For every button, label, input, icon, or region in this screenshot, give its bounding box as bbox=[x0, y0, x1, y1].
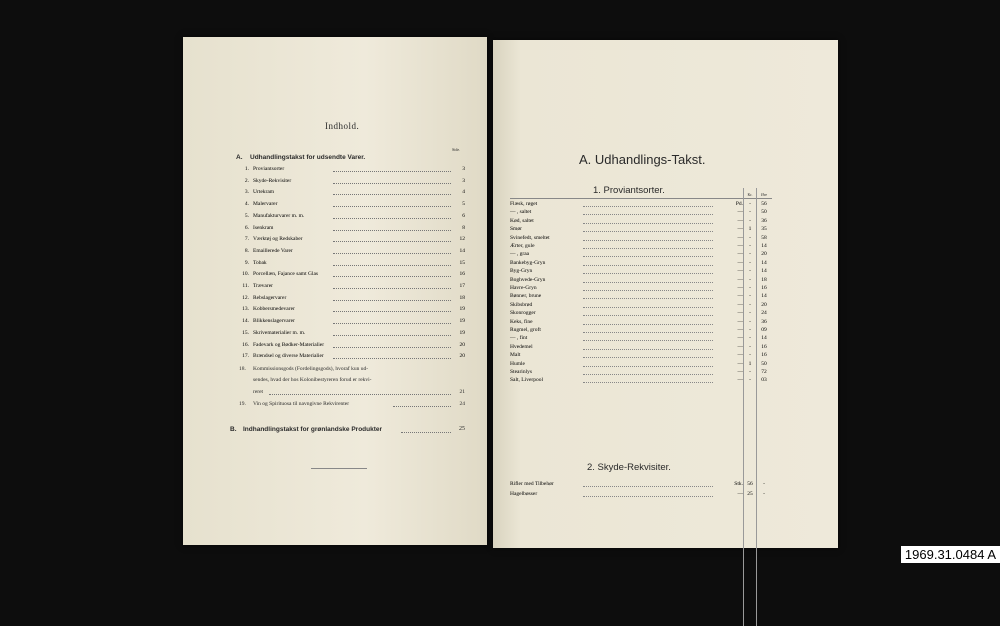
price-row bbox=[493, 319, 838, 327]
toc-item bbox=[183, 342, 487, 351]
price-item-kr: - bbox=[749, 318, 751, 325]
toc-item-19-num: 19. bbox=[239, 401, 246, 407]
left-page bbox=[183, 37, 487, 545]
price-item-label: Malt bbox=[510, 352, 521, 359]
toc-item bbox=[183, 260, 487, 269]
toc-item-page: 20 bbox=[459, 353, 465, 360]
price-item-label: Bankebyg-Gryn bbox=[510, 259, 546, 266]
price-item-kr: - bbox=[749, 369, 751, 375]
price-item-label: Havre-Gryn bbox=[510, 285, 537, 291]
price-item-unit: — bbox=[737, 327, 743, 333]
page-column-header: Side. bbox=[452, 147, 461, 152]
price-item-dots bbox=[583, 290, 713, 291]
price-row bbox=[493, 277, 838, 285]
toc-item-page: 3 bbox=[462, 177, 465, 184]
price-item-unit: — bbox=[737, 352, 743, 359]
toc-item-page: 3 bbox=[462, 166, 465, 172]
price-item-ore: 24 bbox=[761, 310, 767, 317]
col-ore-header: Øre bbox=[761, 192, 767, 197]
price-item-ore: 14 bbox=[761, 335, 767, 342]
toc-item-num: 17. bbox=[242, 353, 249, 360]
price-item-ore: - bbox=[763, 491, 765, 497]
toc-item-num: 3. bbox=[244, 189, 249, 196]
toc-item bbox=[183, 178, 487, 187]
toc-item-dots bbox=[333, 358, 451, 359]
section-b-page: 25 bbox=[459, 426, 465, 432]
price-item-label: Boghvede-Gryn bbox=[510, 276, 546, 283]
toc-item-label: Malervarer bbox=[253, 201, 278, 208]
toc-item-label: Tobak bbox=[253, 259, 267, 266]
price-item-dots bbox=[583, 332, 713, 333]
toc-item-num: 7. bbox=[244, 236, 249, 243]
price-item-ore: - bbox=[763, 481, 765, 487]
section-1-title: 1. Proviantsorter. bbox=[593, 185, 665, 196]
price-item-unit: — bbox=[737, 217, 743, 224]
price-item-kr: - bbox=[749, 201, 751, 207]
price-row bbox=[493, 327, 838, 335]
price-item-unit: — bbox=[737, 285, 743, 291]
toc-item-dots bbox=[333, 171, 451, 172]
price-row bbox=[493, 235, 838, 243]
price-item-ore: 14 bbox=[761, 243, 767, 249]
price-item-dots bbox=[583, 223, 713, 224]
toc-item bbox=[183, 295, 487, 304]
price-item-unit: Stk. bbox=[734, 481, 743, 487]
toc-item-page: 16 bbox=[459, 271, 465, 278]
price-row bbox=[493, 335, 838, 343]
price-item-label: Skibsbrød bbox=[510, 301, 533, 308]
toc-item-page: 14 bbox=[459, 247, 465, 254]
price-item-dots bbox=[583, 231, 713, 232]
price-item-kr: - bbox=[749, 285, 751, 291]
price-item-ore: 16 bbox=[761, 352, 767, 359]
price-item-ore: 58 bbox=[761, 234, 767, 241]
price-row bbox=[493, 251, 838, 259]
table-top-rule bbox=[510, 198, 772, 199]
toc-item bbox=[183, 283, 487, 292]
price-item-ore: 14 bbox=[761, 293, 767, 300]
price-item-kr: - bbox=[749, 209, 751, 216]
price-item-label: Ærter, gule bbox=[510, 243, 535, 249]
price-item-kr: - bbox=[749, 251, 751, 258]
toc-item-page: 19 bbox=[459, 318, 465, 325]
price-item-ore: 50 bbox=[761, 209, 767, 216]
toc-item-page: 5 bbox=[462, 201, 465, 208]
price-item-kr: 1 bbox=[748, 226, 752, 233]
toc-item-dots bbox=[333, 276, 451, 277]
toc-item-label: Emaillerede Varer bbox=[253, 247, 293, 254]
price-item-unit: — bbox=[737, 343, 743, 350]
price-item-kr: 25 bbox=[747, 491, 753, 497]
price-item-ore: 18 bbox=[761, 276, 767, 283]
price-item-dots bbox=[583, 315, 713, 316]
toc-item-label: Manufakturvarer m. m. bbox=[253, 212, 305, 219]
toc-item-num: 6. bbox=[244, 224, 249, 231]
price-item-dots bbox=[583, 366, 713, 367]
price-row bbox=[493, 293, 838, 301]
toc-item-18-line1: Kommissionsgods (Fordelingsgods), hvoraf kun ud- bbox=[253, 366, 369, 372]
price-item-ore: 36 bbox=[761, 217, 767, 224]
toc-item-label: Skrivematerialier m. m. bbox=[253, 329, 306, 336]
toc-item-page: 18 bbox=[459, 294, 465, 301]
price-item-label: Skonrogger bbox=[510, 310, 536, 317]
price-row bbox=[493, 310, 838, 318]
price-item-dots bbox=[583, 349, 713, 350]
price-item-kr: - bbox=[749, 243, 751, 249]
price-item-dots bbox=[583, 307, 713, 308]
price-row bbox=[493, 218, 838, 226]
toc-item-dots bbox=[333, 311, 451, 312]
toc-item-page: 12 bbox=[459, 236, 465, 243]
toc-item-label: Værktøj og Redskaber bbox=[253, 236, 303, 243]
price-item-unit: — bbox=[737, 377, 743, 384]
section-b-dots bbox=[401, 432, 451, 433]
price-item-label: Keks, fine bbox=[510, 318, 533, 325]
price-row bbox=[493, 491, 838, 499]
price-row bbox=[493, 260, 838, 268]
toc-item-dots bbox=[333, 230, 451, 231]
toc-item-num: 14. bbox=[242, 318, 249, 325]
price-item-ore: 35 bbox=[761, 226, 767, 233]
toc-item bbox=[183, 166, 487, 175]
toc-item-num: 12. bbox=[242, 294, 249, 301]
price-item-kr: - bbox=[749, 234, 751, 241]
price-item-unit: — bbox=[737, 335, 743, 342]
toc-item-19-label: Vin og Spirituosa til navngivne Rekvirenter bbox=[253, 401, 350, 407]
toc-item-num: 5. bbox=[244, 212, 249, 219]
price-row bbox=[493, 361, 838, 369]
toc-item-num: 13. bbox=[242, 306, 249, 313]
price-item-kr: - bbox=[749, 343, 751, 350]
price-item-dots bbox=[583, 340, 713, 341]
catalog-number-label: 1969.31.0484 A bbox=[901, 546, 1000, 563]
price-item-ore: 36 bbox=[761, 318, 767, 325]
price-row bbox=[493, 352, 838, 360]
price-item-label: Hvedemel bbox=[510, 343, 533, 350]
toc-item-num: 2. bbox=[244, 177, 249, 184]
toc-item bbox=[183, 236, 487, 245]
toc-title: Indhold. bbox=[325, 121, 360, 131]
price-item-label: Rugmel, groft bbox=[510, 327, 541, 333]
price-item-label: Rifler med Tilbehør bbox=[510, 481, 554, 487]
price-item-unit: — bbox=[737, 276, 743, 283]
toc-item bbox=[183, 225, 487, 234]
price-row bbox=[493, 209, 838, 217]
toc-item-dots bbox=[333, 194, 451, 195]
toc-item-18-line3: reret bbox=[253, 389, 264, 395]
toc-item-label: Blikkenslagervarer bbox=[253, 318, 295, 325]
price-item-ore: 20 bbox=[761, 251, 767, 258]
toc-item-18-dots bbox=[269, 394, 451, 395]
price-row bbox=[493, 377, 838, 385]
toc-item-label: Trævarer bbox=[253, 283, 273, 289]
section-a-label: A. bbox=[236, 154, 243, 161]
price-item-kr: - bbox=[749, 301, 751, 308]
toc-item-dots bbox=[333, 335, 451, 336]
toc-item-num: 15. bbox=[242, 329, 249, 336]
price-item-kr: - bbox=[749, 293, 751, 300]
toc-item bbox=[183, 271, 487, 280]
toc-item-label: Urtekram bbox=[253, 189, 275, 196]
price-item-ore: 14 bbox=[761, 259, 767, 266]
price-item-unit: — bbox=[737, 491, 743, 497]
price-row bbox=[493, 243, 838, 251]
price-item-label: Kød, saltet bbox=[510, 217, 534, 224]
toc-item-dots bbox=[333, 265, 451, 266]
right-page bbox=[493, 40, 838, 548]
price-item-label: Smør bbox=[510, 226, 522, 233]
toc-item-label: Kobbersmedevarer bbox=[253, 306, 295, 313]
price-title: A. Udhandlings-Takst. bbox=[579, 152, 706, 167]
price-item-ore: 20 bbox=[761, 301, 767, 308]
section-b-label: B. bbox=[230, 426, 237, 433]
price-item-label: Bønner, brune bbox=[510, 293, 542, 300]
price-row bbox=[493, 268, 838, 276]
price-item-label: Svinefedt, smeltet bbox=[510, 234, 550, 241]
price-item-label: Flæsk, røget bbox=[510, 201, 538, 207]
toc-item-label: Brændsel og diverse Materialier bbox=[253, 353, 324, 360]
price-item-dots bbox=[583, 324, 713, 325]
section-2-title: 2. Skyde-Rekvisiter. bbox=[587, 462, 671, 473]
price-item-kr: 56 bbox=[747, 481, 753, 487]
price-item-label: Stearinlys bbox=[510, 369, 532, 375]
toc-item-num: 11. bbox=[242, 283, 249, 289]
price-item-unit: — bbox=[737, 301, 743, 308]
price-item-ore: 16 bbox=[761, 285, 767, 291]
toc-item-dots bbox=[333, 300, 451, 301]
price-item-dots bbox=[583, 496, 713, 497]
price-item-unit: — bbox=[737, 209, 743, 216]
end-rule bbox=[311, 468, 367, 469]
price-item-dots bbox=[583, 282, 713, 283]
price-item-ore: 14 bbox=[761, 268, 767, 275]
toc-item-dots bbox=[333, 241, 451, 242]
toc-item bbox=[183, 248, 487, 257]
toc-item-page: 19 bbox=[459, 329, 465, 336]
price-row bbox=[493, 369, 838, 377]
price-item-unit: — bbox=[737, 369, 743, 375]
toc-item-page: 8 bbox=[462, 224, 465, 231]
toc-item bbox=[183, 318, 487, 327]
col-kr-header: Kr. bbox=[747, 192, 753, 197]
toc-item-dots bbox=[333, 206, 451, 207]
price-item-label: Salt, Liverpool bbox=[510, 377, 543, 384]
price-item-dots bbox=[583, 357, 713, 358]
price-item-dots bbox=[583, 265, 713, 266]
price-item-label: Hagelbøsser bbox=[510, 491, 538, 497]
price-item-label: Byg-Gryn bbox=[510, 268, 533, 275]
price-item-label: — , saltet bbox=[510, 209, 532, 216]
toc-item-dots bbox=[333, 347, 451, 348]
toc-item bbox=[183, 330, 487, 339]
price-item-unit: — bbox=[737, 243, 743, 249]
price-item-ore: 72 bbox=[761, 369, 767, 375]
toc-item-num: 4. bbox=[244, 201, 249, 208]
toc-item-page: 4 bbox=[462, 189, 465, 196]
toc-item-18-line2: sendes, hvad der hos Kolonibestyreren forud er rekvi- bbox=[253, 377, 372, 383]
price-item-kr: - bbox=[749, 327, 751, 333]
toc-item-dots bbox=[333, 323, 451, 324]
toc-item-19-dots bbox=[393, 406, 451, 407]
price-item-unit: — bbox=[737, 293, 743, 300]
price-item-label: Humle bbox=[510, 360, 525, 367]
toc-item bbox=[183, 201, 487, 210]
price-row bbox=[493, 344, 838, 352]
price-item-kr: - bbox=[749, 276, 751, 283]
price-item-unit: — bbox=[737, 268, 743, 275]
price-row bbox=[493, 481, 838, 489]
toc-item-num: 1. bbox=[244, 166, 249, 172]
price-item-dots bbox=[583, 214, 713, 215]
price-item-kr: - bbox=[749, 217, 751, 224]
toc-item-page: 6 bbox=[462, 212, 465, 219]
price-row bbox=[493, 201, 838, 209]
toc-item-label: Porcellæn, Fajance samt Glas bbox=[253, 271, 319, 278]
toc-item-dots bbox=[333, 253, 451, 254]
price-item-dots bbox=[583, 486, 713, 487]
price-item-dots bbox=[583, 248, 713, 249]
price-item-dots bbox=[583, 240, 713, 241]
toc-item bbox=[183, 189, 487, 198]
toc-item-num: 16. bbox=[242, 341, 249, 348]
toc-item-dots bbox=[333, 183, 451, 184]
toc-item-label: Fadevark og Bødker-Materialier bbox=[253, 341, 325, 348]
price-item-label: — , graa bbox=[510, 251, 530, 258]
price-item-unit: — bbox=[737, 310, 743, 317]
price-item-dots bbox=[583, 273, 713, 274]
toc-item-page: 15 bbox=[459, 259, 465, 266]
price-item-kr: - bbox=[749, 310, 751, 317]
toc-item bbox=[183, 306, 487, 315]
price-row bbox=[493, 302, 838, 310]
price-item-unit: — bbox=[737, 259, 743, 266]
toc-item-dots bbox=[333, 218, 451, 219]
price-item-kr: - bbox=[749, 335, 751, 342]
price-item-unit: Pd. bbox=[735, 201, 743, 207]
price-item-ore: 16 bbox=[761, 343, 767, 350]
toc-item-page: 20 bbox=[459, 341, 465, 348]
toc-item-label: Proviantsorter bbox=[253, 166, 285, 172]
price-item-unit: — bbox=[737, 360, 743, 367]
price-item-kr: - bbox=[749, 268, 751, 275]
price-row bbox=[493, 226, 838, 234]
price-item-kr: 1 bbox=[748, 360, 752, 367]
price-item-ore: 09 bbox=[761, 327, 767, 333]
price-item-unit: — bbox=[737, 234, 743, 241]
toc-item-18-page: 21 bbox=[459, 389, 465, 395]
price-item-kr: - bbox=[749, 259, 751, 266]
price-item-unit: — bbox=[737, 226, 743, 233]
price-row bbox=[493, 285, 838, 293]
price-item-ore: 03 bbox=[761, 377, 767, 384]
toc-item-19-page: 24 bbox=[459, 401, 465, 407]
price-item-dots bbox=[583, 298, 713, 299]
toc-item-18-num: 18. bbox=[239, 366, 246, 372]
toc-item-label: Isenkram bbox=[253, 224, 274, 231]
price-item-ore: 50 bbox=[761, 360, 767, 367]
toc-item-num: 8. bbox=[244, 247, 249, 254]
toc-item-page: 17 bbox=[459, 283, 465, 289]
price-item-kr: - bbox=[749, 352, 751, 359]
section-b-title: Indhandlingstakst for grønlandske Produkter bbox=[243, 426, 383, 433]
price-item-dots bbox=[583, 382, 713, 383]
toc-item-label: Rebslagervarer bbox=[253, 294, 287, 301]
price-item-unit: — bbox=[737, 318, 743, 325]
price-item-kr: - bbox=[749, 377, 751, 384]
price-item-ore: 56 bbox=[761, 201, 767, 207]
price-item-unit: — bbox=[737, 251, 743, 258]
price-item-dots bbox=[583, 206, 713, 207]
toc-item bbox=[183, 213, 487, 222]
toc-item bbox=[183, 353, 487, 362]
toc-item-num: 9. bbox=[244, 259, 249, 266]
toc-item-page: 19 bbox=[459, 306, 465, 313]
toc-item-label: Skyde-Rekvisiter bbox=[253, 177, 292, 184]
price-item-dots bbox=[583, 256, 713, 257]
toc-item-dots bbox=[333, 288, 451, 289]
toc-item-num: 10. bbox=[242, 271, 249, 278]
section-a-title: Udhandlingstakst for udsendte Varer. bbox=[250, 154, 366, 161]
price-item-label: — , fint bbox=[510, 335, 528, 342]
price-item-dots bbox=[583, 374, 713, 375]
